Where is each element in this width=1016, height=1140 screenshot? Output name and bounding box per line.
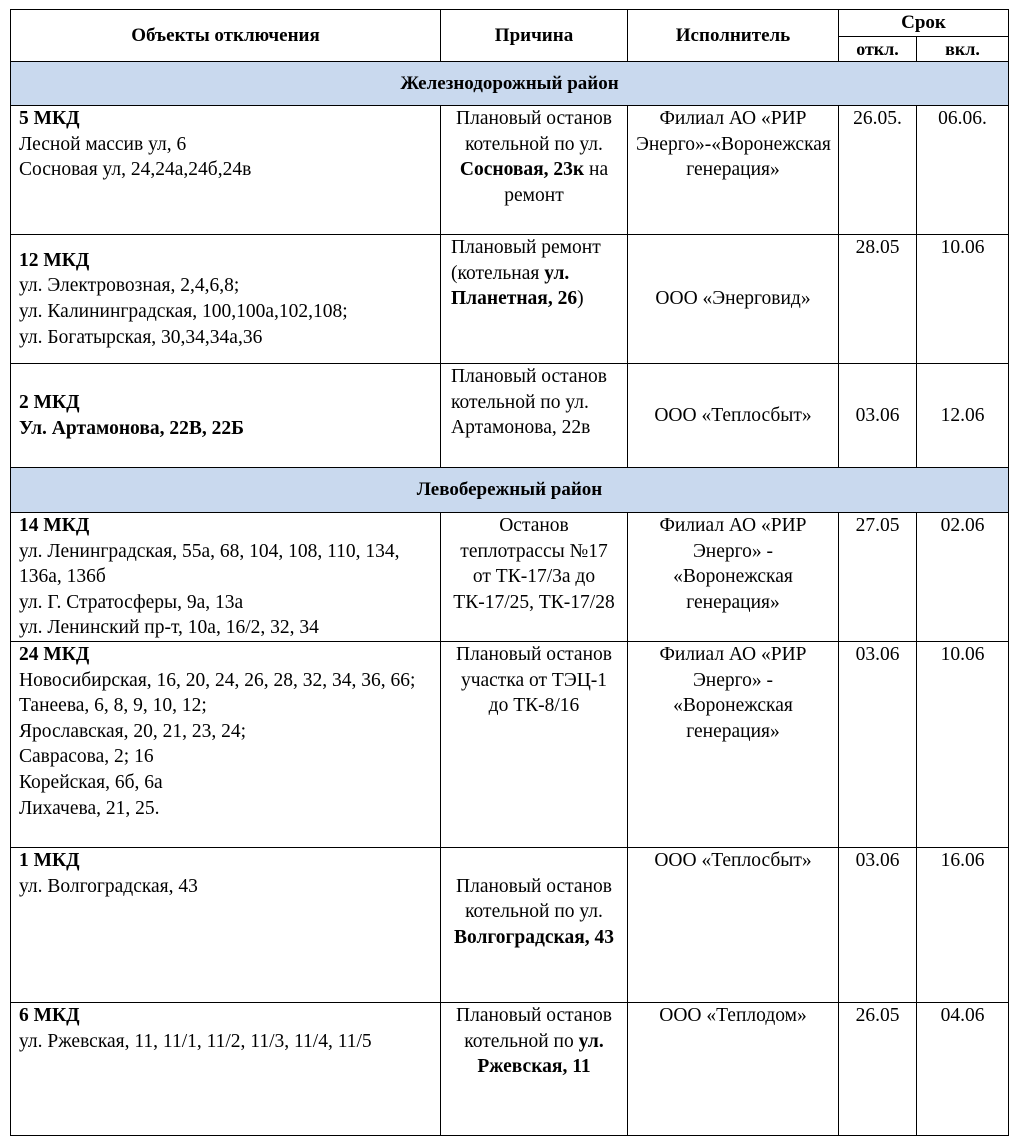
region-title: Левобережный район [11, 468, 1009, 513]
header-executor: Исполнитель [628, 10, 839, 62]
objects-cell [11, 848, 441, 1003]
address-line: Ул. Артамонова, 22В, 22Б [19, 417, 244, 439]
address-line: ул. Волгоградская, 43 [19, 875, 198, 897]
building-count: 24 МКД [19, 644, 90, 665]
outage-schedule-table [10, 9, 1009, 1136]
date-on: 12.06 [917, 364, 1009, 468]
objects-cell [11, 642, 441, 848]
address-line: Ярославская, 20, 21, 23, 24; [19, 720, 247, 742]
reason-cell [441, 513, 628, 642]
date-on: 04.06 [917, 1003, 1009, 1136]
date-off: 27.05 [839, 513, 917, 642]
reason-bold: ул. Планетная, 26 [451, 262, 578, 310]
header-off: откл. [839, 37, 917, 62]
date-off: 26.05. [839, 106, 917, 235]
reason-cell [441, 642, 628, 848]
building-count: 14 МКД [19, 515, 90, 536]
executor-cell: ООО «Энерговид» [628, 235, 839, 364]
region-row [11, 62, 1009, 106]
executor-cell: ООО «Теплодом» [628, 1003, 839, 1136]
address-line: ул. Богатырская, 30,34,34а,36 [19, 326, 263, 348]
reason-cell [441, 235, 628, 364]
address-line: Сосновая ул, 24,24а,24б,24в [19, 159, 252, 181]
reason-cell [441, 106, 628, 235]
date-off: 03.06 [839, 848, 917, 1003]
reason-cell [441, 364, 628, 468]
region-title: Железнодорожный район [11, 62, 1009, 106]
executor-cell: Филиал АО «РИР Энерго» - «Воронежская генерация» [628, 513, 839, 642]
executor-cell: Филиал АО «РИР Энерго»-«Воронежская генерация» [628, 106, 839, 235]
executor-cell: ООО «Теплосбыт» [628, 364, 839, 468]
table-row [11, 513, 1009, 642]
reason-text: на ремонт [504, 159, 609, 206]
region-row [11, 468, 1009, 513]
address-line: ул. Ленинградская, 55а, 68, 104, 108, 110, 134, 136а, 136б [19, 540, 400, 588]
table-row [11, 1003, 1009, 1136]
date-on: 10.06 [917, 235, 1009, 364]
reason-text: Плановый останов котельной по ул. Артамонова, 22в [451, 366, 607, 439]
header-reason: Причина [441, 10, 628, 62]
table-row [11, 106, 1009, 235]
table-row [11, 364, 1009, 468]
address-line: Лихачева, 21, 25. [19, 797, 160, 819]
address-line: ул. Электровозная, 2,4,6,8; [19, 275, 240, 297]
date-off: 03.06 [839, 642, 917, 848]
date-on: 16.06 [917, 848, 1009, 1003]
objects-cell [11, 106, 441, 235]
objects-cell [11, 1003, 441, 1136]
address-line: Танеева, 6, 8, 9, 10, 12; [19, 695, 207, 717]
building-count: 6 МКД [19, 1005, 80, 1026]
reason-bold: ул. Ржевская, 11 [477, 1030, 604, 1078]
header-term: Срок [839, 10, 1009, 37]
reason-bold: Волгоградская, 43 [453, 926, 615, 948]
date-off: 26.05 [839, 1003, 917, 1136]
date-on: 10.06 [917, 642, 1009, 848]
building-count: 2 МКД [19, 391, 80, 413]
reason-cell [441, 848, 628, 1003]
objects-cell [11, 235, 441, 364]
header-on: вкл. [917, 37, 1009, 62]
objects-cell [11, 513, 441, 642]
header-objects: Объекты отключения [11, 10, 441, 62]
reason-text: Плановый останов котельной по ул. [456, 108, 612, 155]
table-row [11, 235, 1009, 364]
address-line: ул. Калининградская, 100,100а,102,108; [19, 301, 348, 322]
reason-text: Плановый останов котельной по [456, 1005, 612, 1052]
address-line: Лесной массив ул, 6 [19, 133, 187, 155]
address-line: Новосибирская, 16, 20, 24, 26, 28, 32, 34, 36, 66; [19, 669, 416, 691]
reason-text: Плановый останов участка от ТЭЦ-1 до ТК-8/16 [456, 644, 612, 717]
executor-cell: Филиал АО «РИР Энерго» - «Воронежская генерация» [628, 642, 839, 848]
date-off: 03.06 [839, 364, 917, 468]
reason-text: Останов теплотрассы №17 от ТК-17/3а до ТК-17/25, ТК-17/28 [453, 515, 615, 613]
executor-cell: ООО «Теплосбыт» [628, 848, 839, 1003]
address-line: ул. Г. Стратосферы, 9а, 13а [19, 591, 244, 613]
building-count: 5 МКД [19, 108, 80, 129]
reason-text: ) [577, 288, 584, 310]
address-line: Корейская, 6б, 6а [19, 771, 163, 793]
date-on: 06.06. [917, 106, 1009, 235]
table-row [11, 848, 1009, 1003]
objects-cell [11, 364, 441, 468]
reason-text: Плановый ремонт (котельная [451, 237, 601, 284]
table-row [11, 642, 1009, 848]
building-count: 12 МКД [19, 249, 90, 271]
date-on: 02.06 [917, 513, 1009, 642]
address-line: Саврасова, 2; 16 [19, 746, 154, 768]
reason-bold: Сосновая, 23к [459, 159, 585, 181]
reason-cell [441, 1003, 628, 1136]
building-count: 1 МКД [19, 850, 80, 871]
address-line: ул. Ленинский пр-т, 10а, 16/2, 32, 34 [19, 617, 319, 639]
address-line: ул. Ржевская, 11, 11/1, 11/2, 11/3, 11/4, 11/5 [19, 1030, 372, 1052]
date-off: 28.05 [839, 235, 917, 364]
reason-text: Плановый останов котельной по ул. [456, 875, 612, 923]
